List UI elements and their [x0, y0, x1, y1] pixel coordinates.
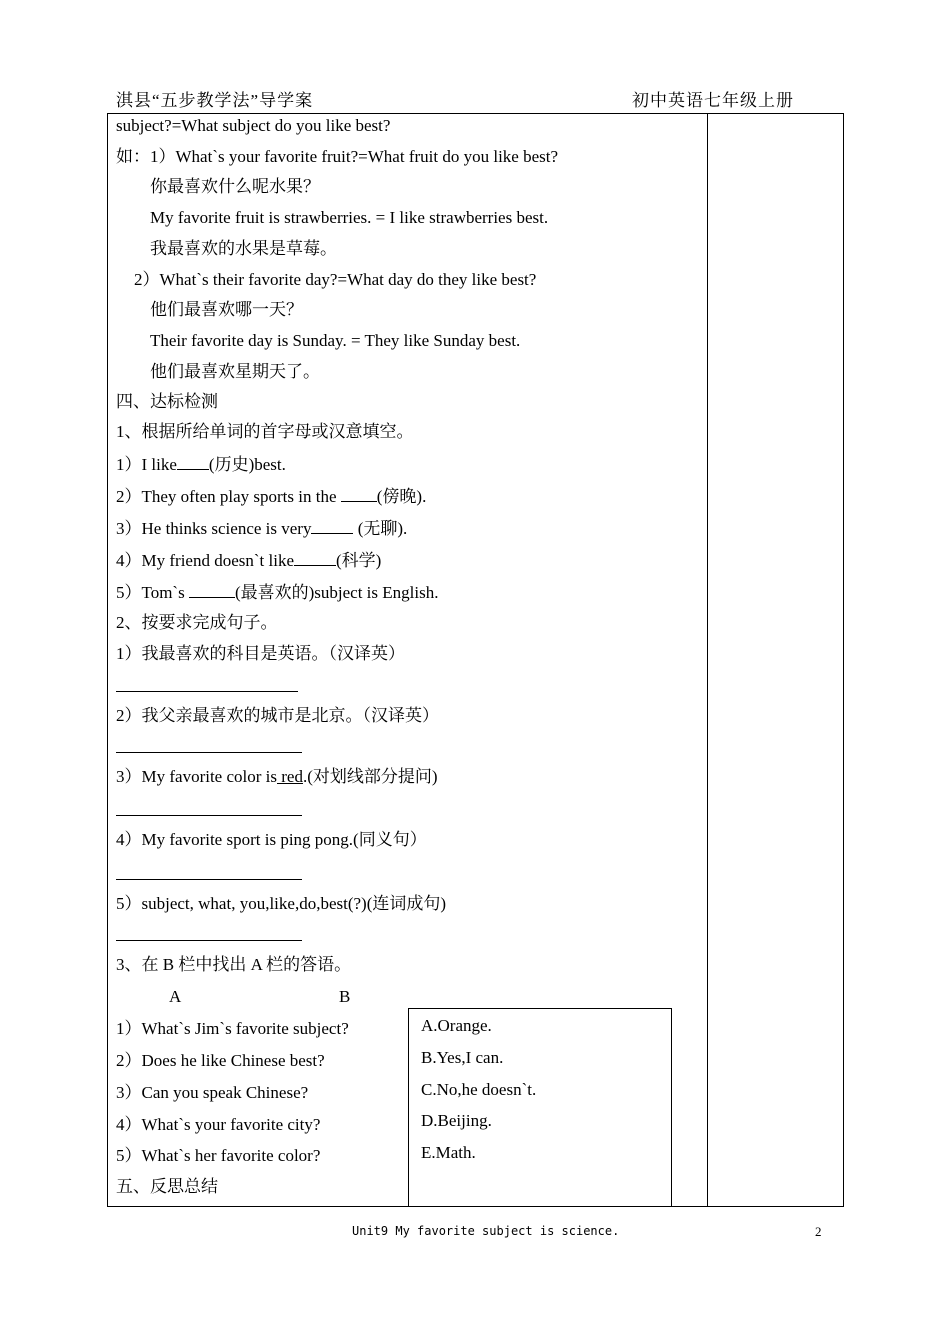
underlined-word: red	[277, 767, 303, 786]
text-line: 他们最喜欢星期天了。	[150, 362, 320, 381]
text-line: My favorite fruit is strawberries. = I like strawberries best.	[150, 208, 549, 227]
page-number: 2	[815, 1224, 822, 1239]
column-label-a: A	[169, 987, 182, 1006]
fill-blank	[311, 517, 353, 534]
part-title: 2、按要求完成句子。	[116, 613, 278, 632]
question-item: 2）Does he like Chinese best?	[116, 1051, 325, 1070]
answer-option: D.Beijing.	[421, 1111, 492, 1130]
part-title: 3、在 B 栏中找出 A 栏的答语。	[116, 955, 352, 974]
answer-line	[116, 940, 302, 941]
exercise-item: 1）我最喜欢的科目是英语。（汉译英）	[116, 644, 405, 663]
answer-line	[116, 691, 298, 692]
column-divider	[707, 113, 708, 1207]
exercise-item: 4）My friend doesn`t like (科学)	[116, 551, 382, 570]
exercise-item: 5）subject, what, you,like,do,best(?)(连词成句)	[116, 894, 447, 913]
header-right: 初中英语七年级上册	[632, 91, 794, 110]
exercise-item: 3）He thinks science is very (无聊).	[116, 519, 408, 538]
exercise-item: 4）My favorite sport is ping pong.(同义句）	[116, 830, 427, 849]
section-title: 四、达标检测	[116, 392, 218, 411]
column-label-b: B	[339, 987, 351, 1006]
exercise-item: 2）They often play sports in the (傍晚).	[116, 487, 427, 506]
exercise-item: 3）My favorite color is red.(对划线部分提问)	[116, 767, 438, 786]
text-line: Their favorite day is Sunday. = They like Sunday best.	[150, 331, 521, 350]
answer-option: B.Yes,I can.	[421, 1048, 504, 1067]
answer-option: A.Orange.	[421, 1016, 492, 1035]
exercise-item: 1）I like (历史)best.	[116, 455, 286, 474]
fill-blank	[189, 581, 235, 598]
answer-option: C.No,he doesn`t.	[421, 1080, 537, 1099]
text-line: 我最喜欢的水果是草莓。	[150, 239, 337, 258]
fill-blank	[177, 453, 209, 470]
fill-blank	[294, 549, 336, 566]
answer-line	[116, 752, 302, 753]
footer-title: Unit9 My favorite subject is science.	[352, 1224, 620, 1238]
text-line: 你最喜欢什么呢水果？	[150, 177, 320, 196]
text-line: 2）What`s their favorite day?=What day do they like best?	[134, 270, 537, 289]
text-line: 他们最喜欢哪一天？	[150, 300, 303, 319]
header-left: 淇县“五步教学法”导学案	[116, 91, 314, 110]
question-item: 3）Can you speak Chinese?	[116, 1083, 309, 1102]
question-item: 1）What`s Jim`s favorite subject?	[116, 1019, 349, 1038]
part-title: 1、根据所给单词的首字母或汉意填空。	[116, 422, 414, 441]
exercise-item: 2）我父亲最喜欢的城市是北京。（汉译英）	[116, 706, 439, 725]
question-item: 4）What`s your favorite city?	[116, 1115, 321, 1134]
text-line: subject?=What subject do you like best?	[116, 116, 391, 135]
answer-line	[116, 879, 302, 880]
exercise-item: 5）Tom`s (最喜欢的)subject is English.	[116, 583, 439, 602]
question-item: 5）What`s her favorite color?	[116, 1146, 321, 1165]
fill-blank	[341, 485, 377, 502]
answer-option: E.Math.	[421, 1143, 476, 1162]
section-title: 五、反思总结	[116, 1177, 218, 1196]
answer-options-box	[408, 1008, 672, 1207]
text-line: 如：1）What`s your favorite fruit?=What fruit do you like best?	[116, 147, 559, 166]
answer-line	[116, 815, 302, 816]
